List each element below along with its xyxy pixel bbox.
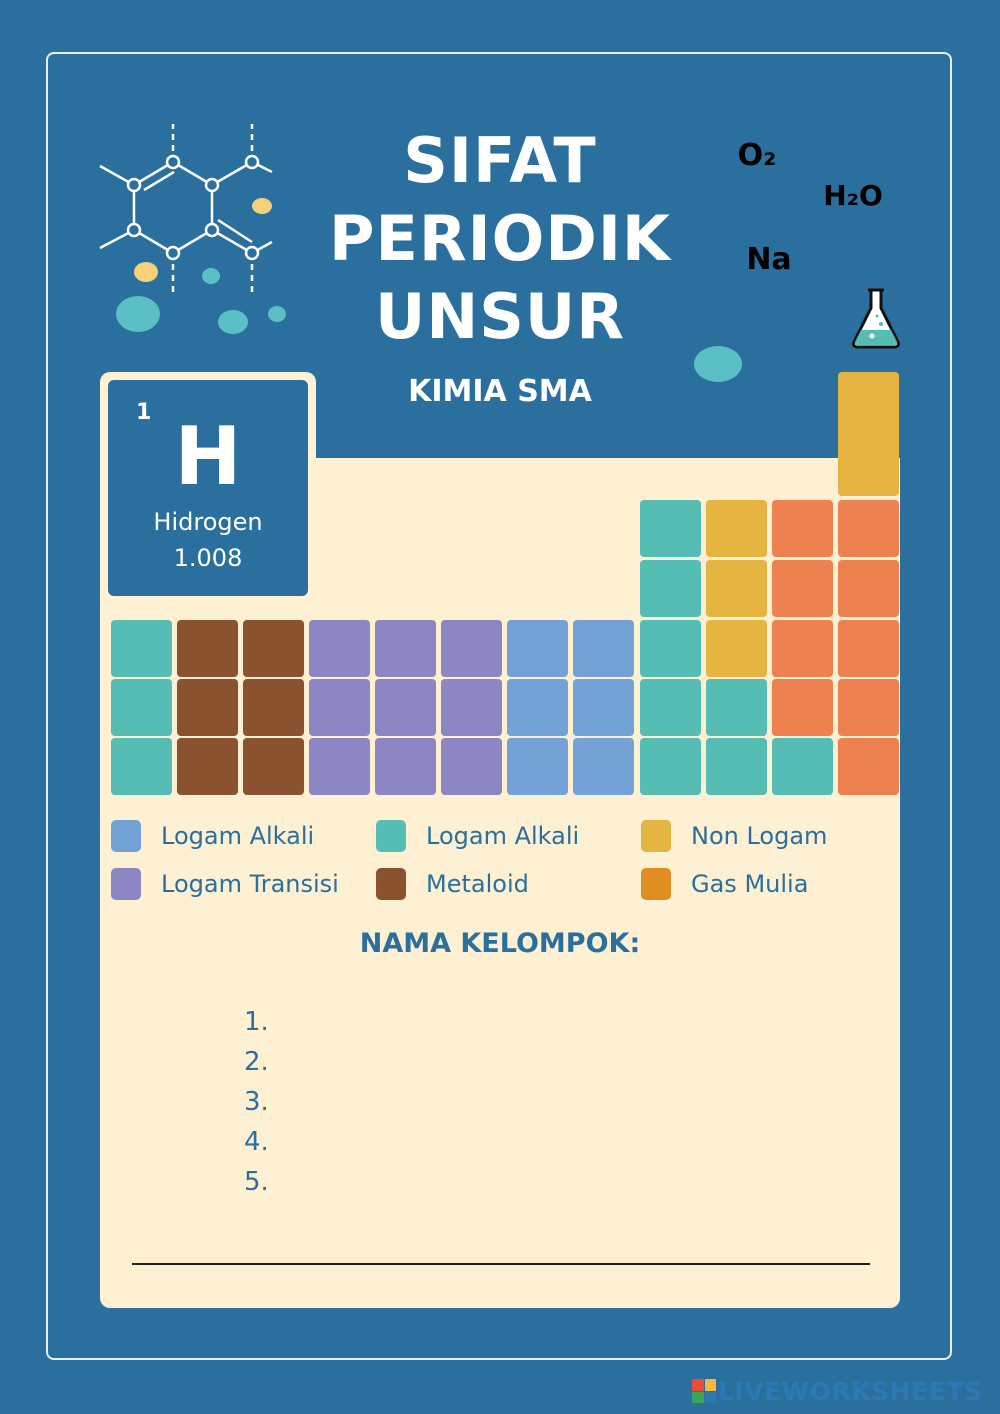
table-cell bbox=[772, 679, 833, 736]
table-cell bbox=[706, 679, 767, 736]
table-cell bbox=[838, 679, 899, 736]
table-cell bbox=[177, 679, 238, 736]
legend-label: Logam Transisi bbox=[161, 870, 339, 898]
table-cell bbox=[706, 560, 767, 617]
member-number: 3. bbox=[244, 1087, 269, 1117]
table-cell bbox=[573, 679, 634, 736]
table-cell bbox=[309, 679, 370, 736]
legend-swatch bbox=[376, 820, 406, 852]
bubble-water bbox=[802, 144, 904, 246]
decor-dot bbox=[134, 262, 158, 282]
decor-dot bbox=[268, 306, 286, 322]
subtitle: KIMIA SMA bbox=[408, 374, 592, 409]
member-list bbox=[244, 1002, 269, 1202]
table-cell bbox=[441, 620, 502, 677]
table-cell bbox=[640, 738, 701, 795]
bubble-label: H₂O bbox=[823, 178, 883, 212]
table-cell bbox=[573, 738, 634, 795]
table-cell bbox=[243, 738, 304, 795]
table-cell bbox=[441, 738, 502, 795]
legend-label: Logam Alkali bbox=[161, 822, 315, 850]
legend-label: Gas Mulia bbox=[691, 870, 809, 898]
member-number: 2. bbox=[244, 1047, 269, 1077]
table-cell bbox=[375, 620, 436, 677]
table-cell bbox=[838, 500, 899, 557]
decor-dot bbox=[202, 268, 220, 284]
table-cell bbox=[706, 500, 767, 557]
legend-swatch bbox=[641, 868, 671, 900]
table-cell bbox=[573, 620, 634, 677]
table-cell bbox=[640, 620, 701, 677]
group-heading: NAMA KELOMPOK: bbox=[359, 928, 641, 959]
element-card-hydrogen bbox=[108, 380, 308, 596]
title-line: UNSUR bbox=[375, 280, 625, 353]
legend-swatch bbox=[376, 868, 406, 900]
legend-swatch bbox=[641, 820, 671, 852]
legend-swatch bbox=[111, 868, 141, 900]
table-cell bbox=[772, 620, 833, 677]
watermark bbox=[692, 1376, 982, 1406]
title-line: PERIODIK bbox=[329, 202, 671, 275]
atomic-number: 1 bbox=[136, 400, 152, 425]
table-cell bbox=[177, 620, 238, 677]
atomic-mass: 1.008 bbox=[173, 544, 243, 572]
table-cell bbox=[375, 679, 436, 736]
decor-dot bbox=[694, 346, 742, 382]
legend-label: Metaloid bbox=[426, 870, 529, 898]
table-cell bbox=[441, 679, 502, 736]
table-cell bbox=[111, 738, 172, 795]
legend-label: Non Logam bbox=[691, 822, 828, 850]
table-cell bbox=[309, 738, 370, 795]
table-cell bbox=[640, 560, 701, 617]
flask-icon bbox=[848, 286, 904, 350]
table-cell bbox=[838, 738, 899, 795]
table-cell bbox=[243, 679, 304, 736]
element-symbol: H bbox=[174, 410, 242, 503]
table-cell bbox=[640, 500, 701, 557]
table-cell bbox=[111, 620, 172, 677]
table-cell bbox=[772, 560, 833, 617]
title-line: SIFAT bbox=[403, 124, 597, 197]
table-cell bbox=[243, 620, 304, 677]
table-cell bbox=[507, 738, 568, 795]
element-name: Hidrogen bbox=[153, 508, 263, 536]
table-cell bbox=[507, 620, 568, 677]
table-cell bbox=[375, 738, 436, 795]
brand-logo-icon bbox=[692, 1379, 716, 1403]
table-cell bbox=[772, 500, 833, 557]
table-cell bbox=[706, 620, 767, 677]
table-cell bbox=[838, 560, 899, 617]
table-cell bbox=[111, 679, 172, 736]
legend-swatch bbox=[111, 820, 141, 852]
member-number: 4. bbox=[244, 1127, 269, 1157]
watermark-text: LIVEWORKSHEETS bbox=[718, 1376, 983, 1406]
table-cell bbox=[507, 679, 568, 736]
table-cell bbox=[177, 738, 238, 795]
legend-label: Logam Alkali bbox=[426, 822, 580, 850]
member-number: 5. bbox=[244, 1167, 269, 1197]
table-cell bbox=[838, 620, 899, 677]
table-cell bbox=[640, 679, 701, 736]
table-cell bbox=[309, 620, 370, 677]
decor-dot bbox=[252, 198, 272, 214]
decor-dot bbox=[116, 296, 160, 332]
table-cell bbox=[772, 738, 833, 795]
member-number: 1. bbox=[244, 1007, 269, 1037]
signature-line bbox=[132, 1263, 870, 1265]
bubble-oxygen bbox=[706, 104, 808, 206]
bubble-sodium bbox=[718, 208, 820, 310]
page-title bbox=[300, 122, 700, 356]
decor-dot bbox=[218, 310, 248, 334]
table-cell bbox=[706, 738, 767, 795]
table-cell bbox=[838, 372, 899, 496]
bubble-label: O₂ bbox=[737, 137, 777, 173]
bubble-label: Na bbox=[746, 241, 792, 277]
